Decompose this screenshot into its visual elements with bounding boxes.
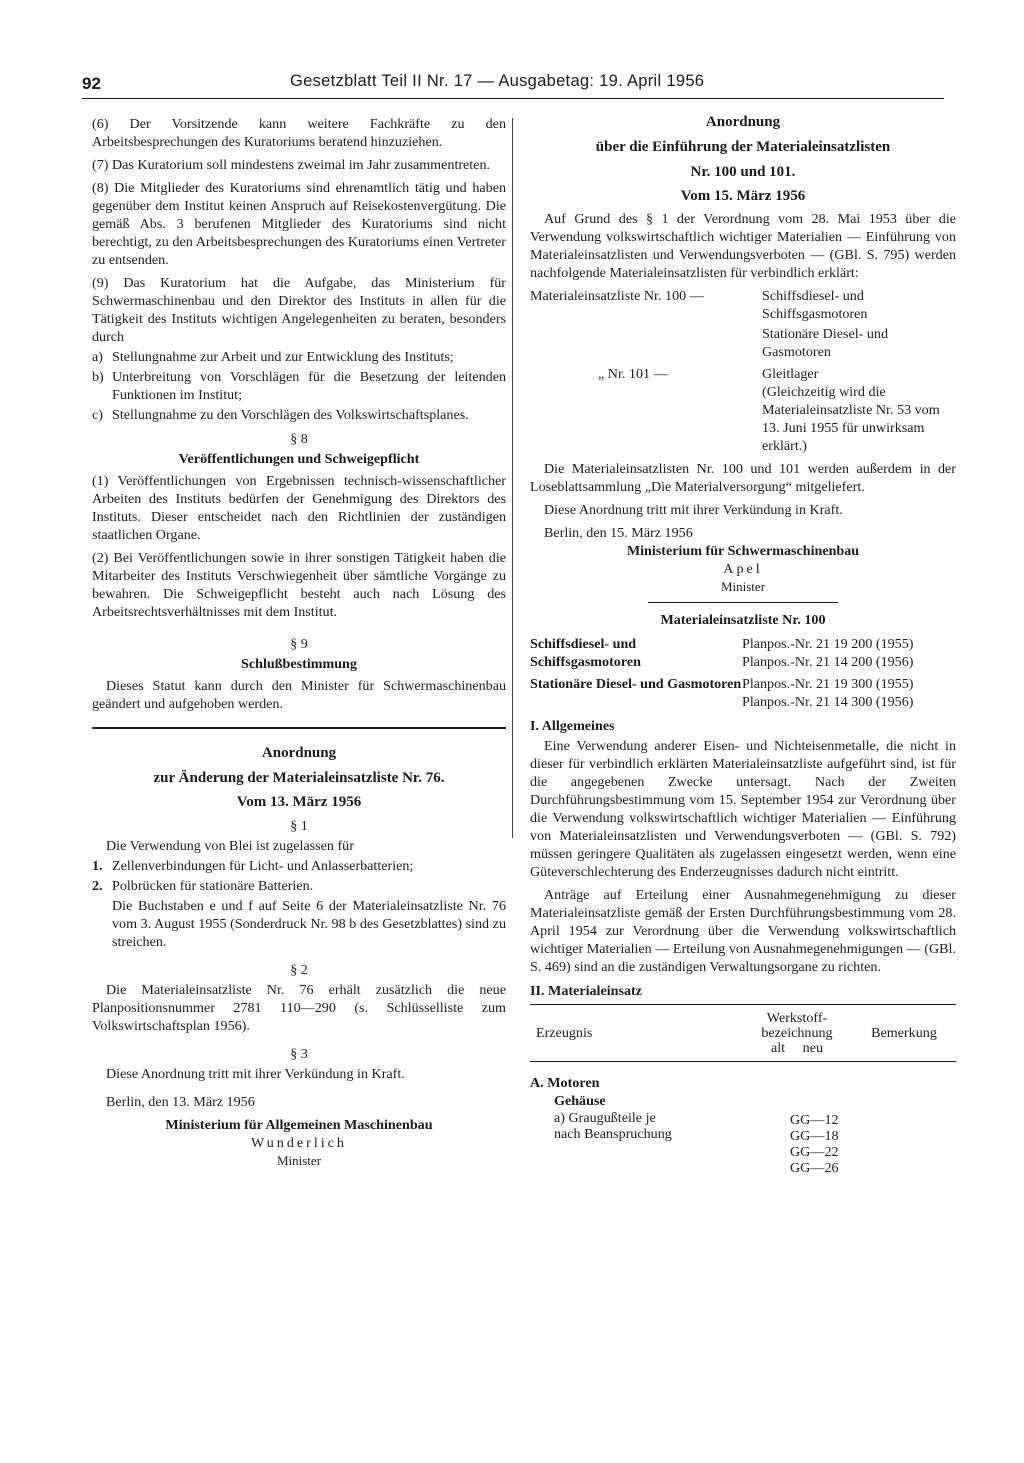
plan-row: Schiffsdiesel- und Schiffsgasmotoren Planpos.-Nr. 21 19 200 (1955) Planpos.-Nr. 21 14 200 (1956) (530, 636, 914, 670)
list-item: 1. Zellenverbindungen für Licht- und Anlasserbatterien; (92, 858, 414, 874)
section-1-paragraph-2: Anträge auf Erteilung einer Ausnahmegenehmigung zu dieser Materialeinsatzliste gemäß der Ersten Durchführungsbestimmung vom 28. April 1954 zur Verordnung über die Verwendung volkswirtschaftlich wichtiger Materialien — Erteilung von Ausnahmegenehmigungen — (GBl. S. 469) sind an die zuständigen Verwaltungsorgane zu richten. (530, 887, 956, 975)
section-2-title: II. Materialeinsatz (530, 983, 642, 999)
section-8-number: § 8 (290, 431, 308, 447)
grade-list (790, 1112, 956, 1176)
ord1-ministry: Ministerium für Schwermaschinenbau (626, 543, 860, 559)
mel-title: Materialeinsatzliste Nr. 100 (660, 612, 826, 628)
ordinance-1-subtitle: über die Einführung der Materialeinsatzlisten (595, 139, 891, 155)
left-column (92, 115, 506, 1170)
ord1-force: Diese Anordnung tritt mit ihrer Verkündung in Kraft. (544, 502, 843, 518)
ord1-signer-role: Minister (720, 579, 766, 594)
list-101-item: Gleitlager (762, 366, 819, 382)
ord2-place-date: Berlin, den 13. März 1956 (106, 1094, 255, 1110)
material-table (530, 1004, 956, 1176)
table-header (530, 1005, 956, 1062)
table-group-label: A. Motoren (530, 1075, 600, 1091)
section-8-paragraph-1: (1) Veröffentlichungen von Ergebnissen technisch-wissenschaftlicher Arbeiten des Instituts bedürfen der Genehmigung des Direktors des Instituts. Dieser entscheidet nach den Richtlinien der zuständigen staatlichen Organe. (92, 473, 506, 543)
ord2-section-3-number: § 3 (290, 1046, 308, 1062)
table-cell: GG—26 (790, 1160, 839, 1176)
ord2-signer: Wunderlich (251, 1135, 347, 1151)
list-100-label: Materialeinsatzliste Nr. 100 — (530, 288, 704, 304)
section-8-paragraph-2: (2) Bei Veröffentlichungen sowie in ihrer sonstigen Tätigkeit haben die Mitarbeiter des Instituts Verschwiegenheit über sämtliche Vorgänge zu bewahren. Die Schweigepflicht besteht auch nach Lösung des Arbeitsrechtsverhältnisses mit dem Institut. (92, 550, 506, 620)
section-8-title: Veröffentlichungen und Schweigepflicht (178, 451, 420, 467)
list-item: 2. Polbrücken für stationäre Batterien. (92, 878, 314, 894)
ord2-ministry: Ministerium für Allgemeinen Maschinenbau (165, 1117, 433, 1133)
section-9-text: Dieses Statut kann durch den Minister für Schwermaschinenbau geändert und aufgehoben werden. (92, 678, 506, 712)
section-9-number: § 9 (290, 636, 308, 652)
section-1-title: I. Allgemeines (530, 718, 615, 734)
section-9-title: Schlußbestimmung (241, 656, 357, 672)
separator-line (648, 602, 838, 603)
ord2-section-2-number: § 2 (290, 962, 308, 978)
ordinance-2-title: Anordnung (261, 745, 337, 761)
column-header-material: Werkstoff- bezeichnung alt neu (761, 1009, 833, 1056)
ord2-section-1-number: § 1 (290, 818, 308, 834)
ord1-signer: Apel (723, 561, 763, 577)
column-header-remark: Bemerkung (871, 1025, 937, 1041)
list-100 (530, 287, 956, 323)
list-item: b) Unterbreitung von Vorschlägen für die Besetzung der leitenden Funktionen im Institut; (92, 369, 506, 403)
list-101-note: (Gleichzeitig wird die Materialeinsatzliste Nr. 53 vom 13. Juni 1955 für unwirksam erklärt.) (762, 384, 940, 454)
table-row-label: a) Graugußteile je nach Beanspruchung (554, 1110, 672, 1142)
separator-line (92, 727, 506, 729)
list-item: c) Stellungnahme zu den Vorschlägen des Volkswirtschaftsplanes. (92, 407, 469, 423)
ordinance-2-date: Vom 13. März 1956 (236, 794, 362, 810)
ord1-place-date: Berlin, den 15. März 1956 (544, 525, 693, 541)
table-cell: GG—12 (790, 1112, 839, 1128)
right-column (530, 112, 956, 1176)
ord1-intro: Auf Grund des § 1 der Verordnung vom 28. Mai 1953 über die Verwendung volkswirtschaftlich wichtiger Materialien — Einführung von Materialeinsatzlisten und Verwendungsverboten — (GBl. S. 795) werden nachfolgende Materialeinsatzlisten für verbindlich erklärt: (530, 211, 956, 281)
list-100-item-2: Stationäre Diesel- und Gasmotoren (762, 326, 889, 360)
section-1-paragraph-1: Eine Verwendung anderer Eisen- und Nichteisenmetalle, die nicht in dieser für verbindlich erklärten Materialeinsatzliste aufgeführt sind, ist für die angegebenen Zwecke untersagt. Nach der Zweiten Durchführungsbestimmung vom 15. September 1954 zur Verordnung über die Verwendung volkswirtschaftlich wichtiger Materialien — Einführung von Materialeinsatzlisten und Verwendungsverboten — (GBl. S. 792) müssen geringere Qualitäten als zugelassen eingesetzt werden, wenn eine Güteverschlechterung des Enderzeugnisses dadurch nicht eintritt. (530, 738, 956, 880)
list-item: a) Stellungnahme zur Arbeit und zur Entwicklung des Instituts; (92, 349, 454, 365)
table-cell: GG—18 (790, 1128, 839, 1144)
paragraph-6: (6) Der Vorsitzende kann weitere Fachkräfte zu den Arbeitsbesprechungen des Kuratoriums beratend hinzuziehen. (92, 116, 506, 150)
ord2-section-2-text: Die Materialeinsatzliste Nr. 76 erhält zusätzlich die neue Planpositionsnummer 2781 110—290 (s. Schlüsselliste zum Volkswirtschaftsplan 1956). (92, 982, 506, 1034)
ord2-section-1-intro: Die Verwendung von Blei ist zugelassen für (106, 838, 354, 854)
column-divider (512, 118, 513, 838)
list-100-item-1: Schiffsdiesel- und Schiffsgasmotoren (762, 288, 868, 322)
header-title: Gesetzblatt Teil II Nr. 17 — Ausgabetag: 19. April 1956 (290, 72, 705, 90)
ord2-signer-role: Minister (276, 1153, 322, 1168)
ord1-loose-leaf: Die Materialeinsatzlisten Nr. 100 und 101 werden außerdem in der Loseblattsammlung „Die Materialversorgung“ mitgeliefert. (530, 461, 956, 495)
ordinance-2-subtitle: zur Änderung der Materialeinsatzliste Nr. 76. (153, 770, 445, 786)
ordinance-1-title: Anordnung (705, 114, 781, 130)
ordinance-1-date: Vom 15. März 1956 (680, 188, 806, 204)
table-subgroup-label: Gehäuse (554, 1093, 606, 1109)
column-header-product: Erzeugnis (536, 1025, 593, 1041)
paragraph-8: (8) Die Mitglieder des Kuratoriums sind ehrenamtlich tätig und haben gegenüber dem Institut keinen Anspruch auf Reisekostenvergütung. Die gemäß Abs. 3 berufenen Mitglieder des Kuratoriums sind nicht berechtigt, zu den Arbeitsbesprechungen des Kuratoriums einen Vertreter zu entsenden. (92, 180, 506, 268)
table-cell: GG—22 (790, 1144, 839, 1160)
paragraph-9: (9) Das Kuratorium hat die Aufgabe, das Ministerium für Schwermaschinenbau und den Direktor des Instituts in allen für die Tätigkeit des Instituts wichtigen Angelegenheiten zu beraten, besonders durch (92, 275, 506, 345)
plan-row: Stationäre Diesel- und Gasmotoren Planpos.-Nr. 21 19 300 (1955) Planpos.-Nr. 21 14 300 (1956) (530, 676, 914, 710)
table-body (530, 1074, 956, 1176)
paragraph-7: (7) Das Kuratorium soll mindestens zweimal im Jahr zusammentreten. (92, 157, 491, 173)
page-header (82, 70, 944, 99)
page-number: 92 (82, 74, 101, 93)
ord2-section-1-note: Die Buchstaben e und f auf Seite 6 der Materialeinsatzliste Nr. 76 vom 3. August 1955 (Sonderdruck Nr. 98 b des Gesetzblattes) sind zu streichen. (112, 898, 506, 950)
list-101-label: „ Nr. 101 — (598, 366, 668, 382)
ordinance-1-subtitle-2: Nr. 100 und 101. (690, 164, 796, 180)
ord2-section-3-text: Diese Anordnung tritt mit ihrer Verkündung in Kraft. (106, 1066, 405, 1082)
list-101 (530, 365, 956, 383)
